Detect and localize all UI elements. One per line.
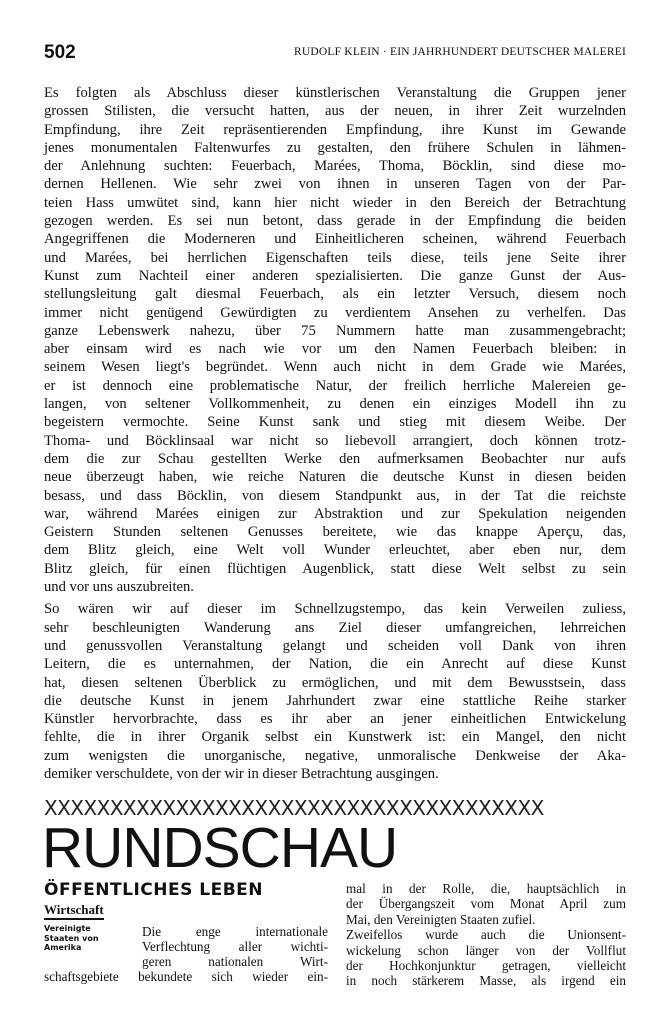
text-line: in noch stärkerem Masse, als irgend ein (346, 973, 626, 989)
running-head: RUDOLF KLEIN · EIN JAHRHUNDERT DEUTSCHER MALEREI (294, 46, 626, 58)
text-line: aber einsam wird es nach wie vor um den Namen Feuerbach bleiben: in (44, 341, 626, 358)
text-line: Zweifellos wurde auch die Unionsent- (346, 927, 626, 943)
text-line: Künstler hervorbrachte, dass es ihr aber an jener einheitlichen Entwickelung (44, 711, 626, 728)
marginal-note (44, 924, 134, 953)
text-line: jenes monumentalen Faltenwurfes zu gestalten, den frühere Schulen in lähmen- (44, 139, 626, 156)
section-heading: ÖFFENTLICHES LEBEN (44, 880, 263, 900)
text-line: Verflechtung aller wichti- (142, 939, 328, 954)
text-line: der Übergangszeit vom Monat April zum (346, 896, 626, 912)
text-line: die deutsche Kunst in jenem Jahrhundert zwar eine stattliche Reihe starker (44, 692, 626, 709)
left-column-text (142, 924, 328, 969)
text-line: und Marées, bei herrlichen Eigenschaften teils diese, teils jene Seite ihrer (44, 249, 626, 266)
text-line: Thoma- und Böcklinsaal war nicht so liebevoll arrangiert, doch können trotz- (44, 432, 626, 449)
text-line: immer nicht genügend Gewürdigten zu verdientem Ansehen zu verhelfen. Das (44, 304, 626, 321)
text-line: dernen Hellenen. Wie sehr zwei von ihnen in unseren Tagen von der Par- (44, 176, 626, 193)
text-line: teien Hass umwütet sind, kann hier nicht wieder in den Bereich der Betrachtung (44, 194, 626, 211)
text-line: langen, von seltener Vollkommenheit, zu denen ein einziges Modell ihn zu (44, 396, 626, 413)
text-line: Angegriffenen die Moderneren und Einheitlicheren scheinen, während Feuerbach (44, 231, 626, 248)
text-line: dem Blitz gleich, eine Welt voll Wunder erleuchtet, aber eben nur, dem (44, 542, 626, 559)
marginal-note-line: Vereinigte (44, 924, 91, 933)
text-line: geren nationalen Wirt- (142, 954, 328, 969)
marginal-note-line: Amerika (44, 943, 82, 952)
text-line: Es folgten als Abschluss dieser künstlerischen Veranstaltung die Gruppen jener (44, 85, 626, 101)
paragraph (44, 600, 626, 783)
text-line: war, während Marées einigen zur Abstraktion und zur Spekulation neigenden (44, 505, 626, 522)
page-header (44, 42, 626, 66)
left-column (44, 880, 328, 984)
text-line: er ist dennoch eine problematische Natur, der freilich herrliche Malereien ge- (44, 377, 626, 394)
text-line: gezogen werden. Es sei nun betont, dass gerade in der Empfindung die beiden (44, 213, 626, 230)
text-line: schaftsgebiete bekundete sich wieder ein- (44, 969, 328, 984)
text-line: grossen Stilisten, die versucht hatten, aus der neuen, in ihrer Zeit wurzelnden (44, 103, 626, 120)
text-line: ganze Lebenswerk nahezu, über 75 Nummern hatte man zusammengebracht; (44, 322, 626, 339)
text-line: und vor uns auszubreiten. (44, 579, 194, 596)
text-line: Die enge internationale (142, 924, 328, 939)
text-line: wickelung schon länger von der Vollflut (346, 942, 626, 958)
article-body (44, 84, 626, 783)
text-line: und genussvollen Veranstaltung gelangt und scheiden voll Dank von ihren (44, 637, 626, 654)
text-line: Empfindung, ihre Zeit repräsentierenden Empfindung, ihre Kunst im Gewande (44, 121, 626, 138)
text-line: zum wenigsten die unorganische, negative, unmoralische Denkweise der Aka- (44, 747, 626, 764)
text-line: hat, diesen seltenen Überblick zu ermöglichen, und mit dem Bewusstsein, dass (44, 674, 626, 691)
paragraph (44, 84, 626, 596)
ornamental-divider: XXXXXXXXXXXXXXXXXXXXXXXXXXXXXXXXXXXXXX (44, 797, 544, 819)
text-line: sehr beschleunigten Wanderung ans Ziel dieser umfangreichen, lehrreichen (44, 619, 626, 636)
text-line: mal in der Rolle, die, hauptsächlich in (346, 881, 626, 896)
text-line: begeistern vermochte. Seine Kunst sank und stieg mit diesem Weibe. Der (44, 414, 626, 431)
text-line: besass, und dass Böcklin, von diesem Standpunkt aus, in der Tat die reichste (44, 487, 626, 504)
text-line: dem die zur Schau gestellten Werke den aufmerksamen Beobachter nur aufs (44, 450, 626, 467)
text-line: demiker verschuldete, von der wir in dieser Betrachtung ausgingen. (44, 765, 439, 782)
right-column (346, 881, 626, 989)
page-number: 502 (44, 42, 76, 63)
marginal-note-line: Staaten von (44, 933, 99, 943)
text-line: So wären wir auf dieser im Schnellzugstempo, das kein Verweilen zuliess, (44, 601, 626, 618)
text-line: Kunst zum Nachteil einer anderen spezialisierten. Die ganze Gunst der Aus- (44, 267, 626, 284)
text-line: seinem Wesen liegt's begründet. Wenn auch nicht in dem Grade wie Marées, (44, 359, 626, 376)
text-line: Geistern Stunden seltenen Genusses bereitete, wie das knappe Aperçu, das, (44, 524, 626, 541)
text-line: der Hochkonjunktur getragen, vielleicht (346, 957, 626, 973)
text-line: neue überzeugt haben, wie reiche Naturen die deutsche Kunst in diesen beiden (44, 469, 626, 486)
text-line: der Anlehnung suchten: Feuerbach, Marées, Thoma, Böcklin, sind diese mo- (44, 158, 626, 175)
text-line: stellungsleitung galt diesmal Feuerbach, als ein letzter Versuch, diesem noch (44, 286, 626, 303)
text-line: Mai, den Vereinigten Staaten zufiel. (346, 911, 536, 927)
text-line: fehlte, die in ihrer Organik selbst ein Kunstwerk ist: ein Mangel, den nicht (44, 729, 626, 746)
subsection-heading: Wirtschaft (44, 903, 104, 920)
section-title: RUNDSCHAU (42, 816, 398, 880)
text-line: Blitz gleich, für einen flüchtigen Augenblick, statt diese Welt selbst zu sein (44, 560, 626, 577)
left-column-last-line (44, 969, 328, 984)
text-line: Leitern, die es unternahmen, der Nation, die ein Anrecht auf diese Kunst (44, 656, 626, 673)
